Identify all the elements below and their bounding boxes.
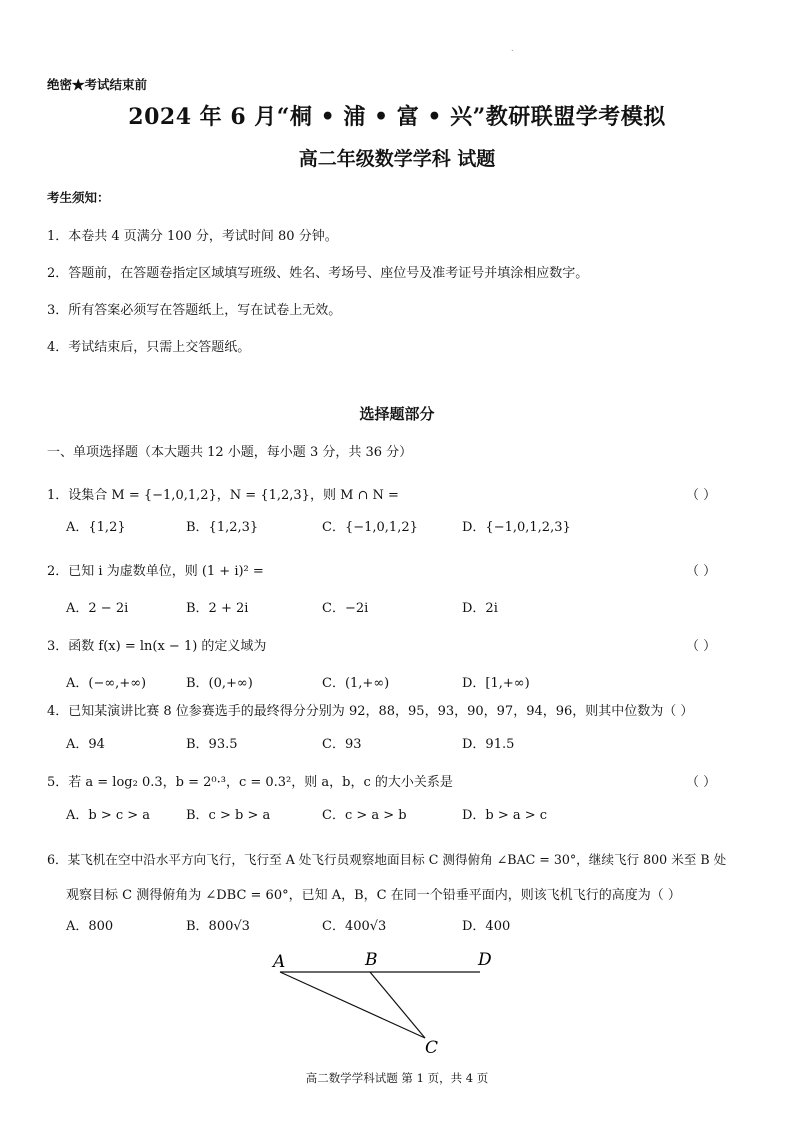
- question-6-stem-line2: 观察目标 C 测得俯角为 ∠DBC = 60°，已知 A，B，C 在同一个铅垂平面内，则该飞机飞行的高度为（ ）: [66, 888, 681, 903]
- answer-paren: （ ）: [686, 488, 717, 503]
- label-c: C: [425, 1038, 439, 1058]
- q5-option-a: A．b > c > a: [66, 808, 151, 823]
- q1-option-c: C．{−1,0,1,2}: [322, 520, 418, 535]
- line-ac: [280, 972, 425, 1038]
- q3-option-b: B．(0,+∞): [186, 676, 253, 691]
- q6-option-d: D．400: [462, 919, 511, 934]
- section-title: 一、单项选择题（本大题共 12 小题，每小题 3 分，共 36 分）: [47, 445, 413, 460]
- q6-option-a: A．800: [66, 919, 114, 934]
- q1-option-d: D．{−1,0,1,2,3}: [462, 520, 571, 535]
- question-6-stem-line1: 6．某飞机在空中沿水平方向飞行，飞行至 A 处飞行员观察地面目标 C 测得俯角 ∠BAC = 30°，继续飞行 800 米至 B 处: [47, 852, 727, 867]
- q2-option-c: C．−2i: [322, 601, 369, 616]
- q5-option-b: B．c > b > a: [186, 808, 271, 823]
- q4-option-b: B．93.5: [186, 737, 238, 752]
- notice-item: 3．所有答案必须写在答题纸上，写在试卷上无效。: [47, 303, 342, 318]
- label-a: A: [273, 952, 286, 972]
- q3-option-c: C．(1,+∞): [322, 676, 390, 691]
- q5-option-c: C．c > a > b: [322, 808, 407, 823]
- part-title: 选择题部分: [359, 405, 435, 423]
- question-1-stem: 1．设集合 M = {−1,0,1,2}，N = {1,2,3}，则 M ∩ N =: [47, 488, 399, 503]
- q2-option-b: B．2 + 2i: [186, 601, 249, 616]
- q4-option-d: D．91.5: [462, 737, 515, 752]
- q1-option-a: A．{1,2}: [66, 520, 126, 535]
- answer-paren: （ ）: [686, 564, 717, 579]
- question-2-stem: 2．已知 i 为虚数单位，则 (1 + i)² =: [47, 564, 264, 579]
- notice-item: 4．考试结束后，只需上交答题纸。: [47, 340, 251, 355]
- q4-option-a: A．94: [66, 737, 105, 752]
- q4-option-c: C．93: [322, 737, 362, 752]
- exam-subtitle: 高二年级数学学科 试题: [298, 148, 496, 170]
- q5-option-d: D．b > a > c: [462, 808, 548, 823]
- line-bc: [370, 972, 425, 1038]
- question-5-stem: 5．若 a = log₂ 0.3，b = 2⁰·³，c = 0.3²，则 a，b，c 的大小关系是: [47, 775, 453, 790]
- notice-item: 1．本卷共 4 页满分 100 分，考试时间 80 分钟。: [47, 229, 338, 244]
- q6-option-c: C．400√3: [322, 919, 387, 934]
- q1-option-b: B．{1,2,3}: [186, 520, 259, 535]
- notice-heading: 考生须知：: [47, 190, 110, 205]
- q2-option-a: A．2 − 2i: [66, 601, 129, 616]
- notice-item: 2．答题前，在答题卷指定区域填写班级、姓名、考场号、座位号及准考证号并填涂相应数字。: [47, 266, 589, 281]
- q6-option-b: B．800√3: [186, 919, 250, 934]
- q3-option-a: A．(−∞,+∞): [66, 676, 147, 691]
- answer-paren: （ ）: [686, 639, 717, 654]
- q6-triangle-figure: [260, 945, 520, 1060]
- label-d: D: [478, 950, 492, 970]
- q2-option-d: D．2i: [462, 601, 498, 616]
- q3-option-d: D．[1,+∞): [462, 676, 530, 691]
- question-4-stem: 4．已知某演讲比赛 8 位参赛选手的最终得分分别为 92，88，95，93，90，97，94，96，则其中位数为（ ）: [47, 704, 694, 719]
- exam-title: 2024 年 6 月“桐 • 浦 • 富 • 兴”教研联盟学考模拟: [128, 104, 666, 130]
- label-b: B: [365, 950, 378, 970]
- corner-dot: .: [511, 44, 514, 53]
- page-footer: 高二数学学科试题 第 1 页，共 4 页: [305, 1071, 489, 1085]
- answer-paren: （ ）: [686, 775, 717, 790]
- secret-label: 绝密★考试结束前: [47, 77, 148, 92]
- question-3-stem: 3．函数 f(x) = ln(x − 1) 的定义域为: [47, 639, 267, 654]
